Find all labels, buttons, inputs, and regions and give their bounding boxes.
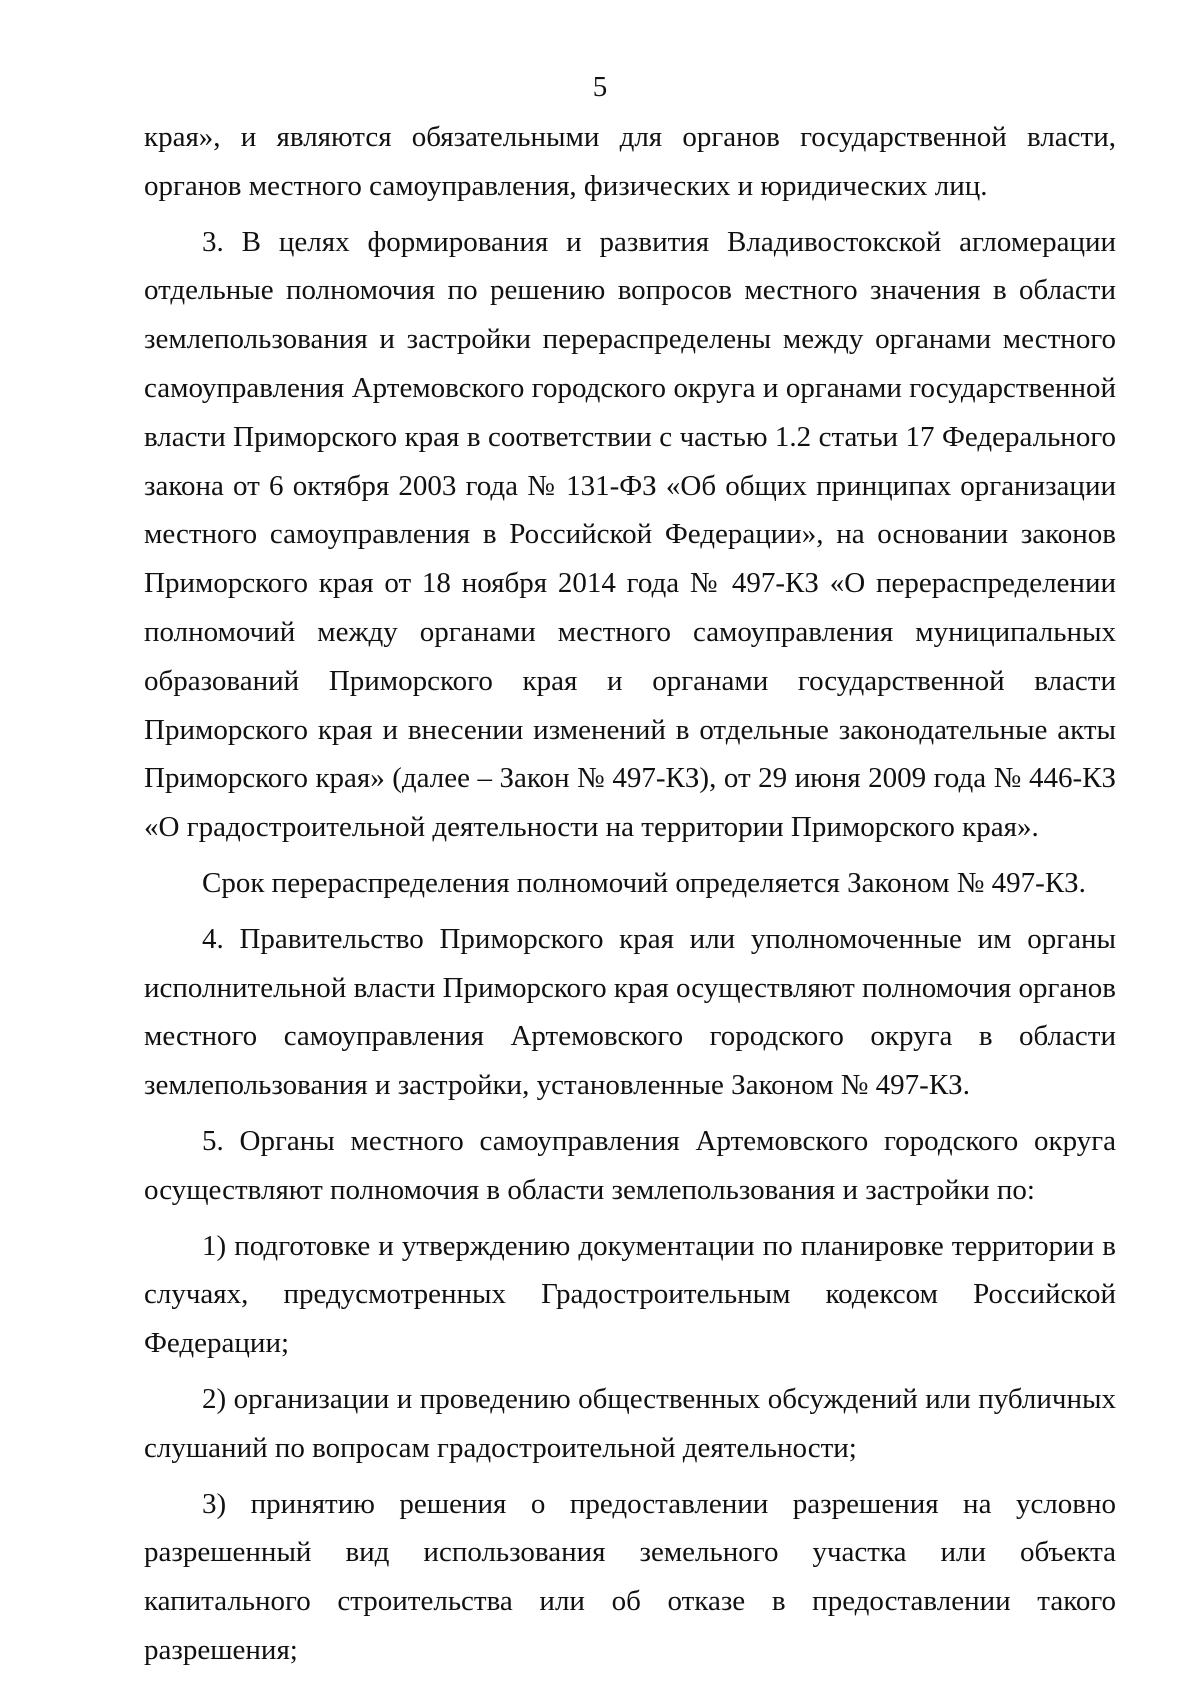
paragraph-item-4: 4. Правительство Приморского края или уполномоченные им органы исполнительной власти Приморского края осуществляют полномочия органов местного самоуправления Артемовского городского округа в области землепользования и застройки, установленные Законом № 497-КЗ.	[144, 922, 1116, 1102]
paragraph-continuation: края», и являются обязательными для органов государственной власти, органов местного самоуправления, физических и юридических лиц.	[144, 121, 1116, 202]
document-body	[144, 113, 1116, 1675]
paragraph-item-3: 3. В целях формирования и развития Владивостокской агломерации отдельные полномочия по решению вопросов местного значения в области землепользования и застройки перераспределены между органами местного самоуправления Артемовского городского округа и органами государственной власти Приморского края в соответствии с частью 1.2 статьи 17 Федерального закона от 6 октября 2003 года № 131-ФЗ «Об общих принципах организации местного самоуправления в Российской Федерации», на основании законов Приморского края от 18 ноября 2014 года № 497-КЗ «О перераспределении полномочий между органами местного самоуправления муниципальных образований Приморского края и органами государственной власти Приморского края и внесении изменений в отдельные законодательные акты Приморского края» (далее – Закон № 497-КЗ), от 29 июня 2009 года № 446-КЗ «О градостроительной деятельности на территории Приморского края».	[144, 225, 1116, 844]
paragraph-subitem-2: 2) организации и проведению общественных обсуждений или публичных слушаний по вопросам градостроительной деятельности;	[144, 1382, 1116, 1464]
paragraph-subitem-1: 1) подготовке и утверждению документации по планировке территории в случаях, предусмотренных Градостроительным кодексом Российской Федерации;	[144, 1229, 1116, 1360]
paragraph-term: Срок перераспределения полномочий определяется Законом № 497-КЗ.	[202, 866, 1086, 899]
paragraph-item-5: 5. Органы местного самоуправления Артемовского городского округа осуществляют полномочия в области землепользования и застройки по:	[144, 1124, 1116, 1206]
paragraph-subitem-3: 3) принятию решения о предоставлении разрешения на условно разрешенный вид использования земельного участка или объекта капитального строительства или об отказе в предоставлении такого разрешения;	[144, 1487, 1116, 1666]
page-number: 5	[592, 71, 608, 103]
